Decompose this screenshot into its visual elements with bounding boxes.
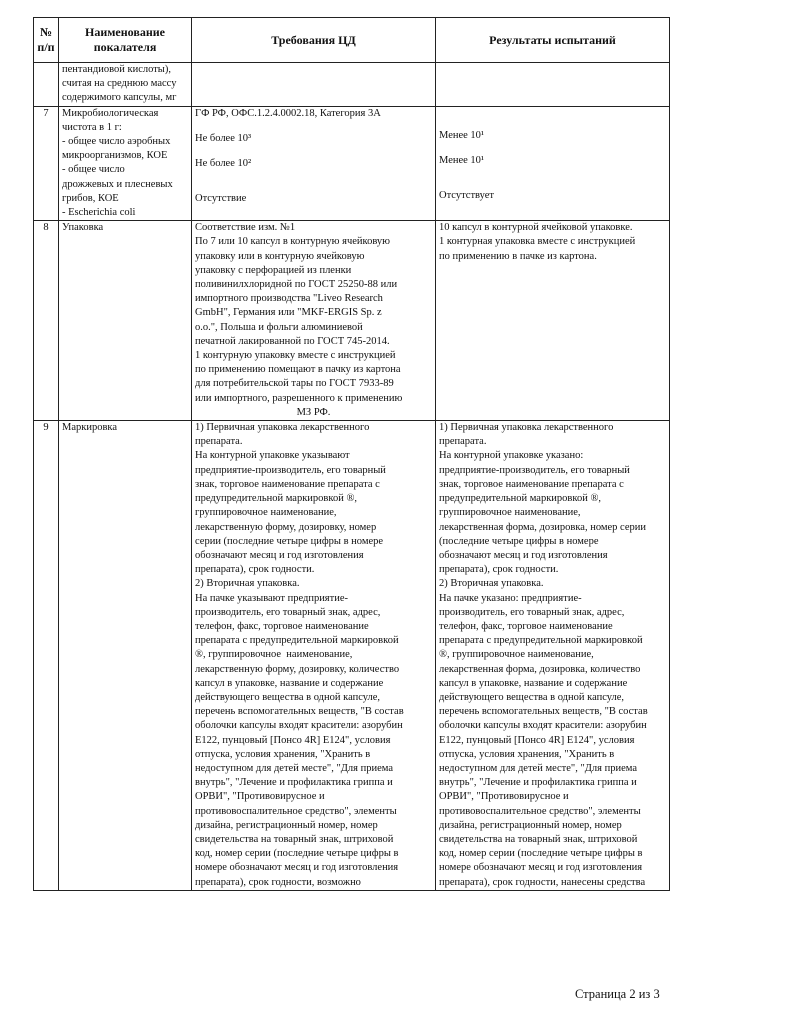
req-line: препарата. — [195, 436, 243, 448]
req-line: Не более 10³ — [195, 132, 252, 144]
res-line: (последние четыре цифры в номере — [439, 535, 599, 547]
cell-req-empty — [192, 63, 436, 107]
req-line: 2) Вторичная упаковка. — [195, 578, 300, 590]
req-line: лекарственную форму, дозировку, номер — [195, 521, 377, 533]
req-line: Отсутствие — [195, 193, 247, 205]
res-line: по применению в пачке из картона. — [439, 250, 597, 262]
req-line: по применению помещают в пачку из картона — [195, 364, 401, 376]
req-line: 1) Первичная упаковка лекарственного — [195, 422, 370, 434]
res-line: оболочки капсулы входят красители: азорубин — [439, 720, 647, 732]
res-line: 1) Первичная упаковка лекарственного — [439, 422, 614, 434]
req-line: На пачке указывают предприятие- — [195, 592, 349, 604]
req-line: для потребительской тары по ГОСТ 7933-89 — [195, 378, 394, 390]
req-line: По 7 или 10 капсул в контурную ячейковую — [195, 236, 391, 248]
req-line: упаковку или в контурную ячейковую — [195, 250, 365, 262]
table-row-8 — [34, 221, 670, 421]
table-row-7 — [34, 106, 670, 221]
req-line: действующего вещества в одной капсуле, — [195, 691, 381, 703]
req-line: обозначают месяц и год изготовления — [195, 549, 364, 561]
res-line: группировочное наименование, — [439, 507, 581, 519]
header-name: Наименование покалателя — [59, 18, 192, 63]
table-row-9 — [34, 421, 670, 891]
req-line: препарата с предупредительной маркировкой — [195, 635, 399, 647]
req-line: ГФ РФ, ОФС.1.2.4.0002.18, Категория 3А — [195, 107, 381, 119]
name-line: дрожжевых и плесневых — [62, 178, 173, 190]
row-number: 9 — [34, 421, 59, 891]
res-line: недоступном для детей месте", "Для приема — [439, 762, 637, 774]
res-line: телефон, факс, торговое наименование — [439, 620, 613, 632]
res-line: Менее 10¹ — [439, 129, 485, 141]
req-line: o.o.", Польша и фольги алюминиевой — [195, 321, 363, 333]
req-line: GmbH", Германия или "MKF-ERGIS Sp. z — [195, 307, 382, 319]
res-line: препарата. — [439, 436, 487, 448]
req-line: телефон, факс, торговое наименование — [195, 620, 369, 632]
res-line: препарата), срок годности, нанесены средства — [439, 876, 646, 888]
req-line: предприятие-производитель, его товарный — [195, 464, 386, 476]
row-number: 8 — [34, 221, 59, 421]
name-line: - общее число — [62, 164, 125, 176]
cell-name-microbiology — [59, 106, 192, 221]
cell-req-microbiology — [192, 106, 436, 221]
req-line: МЗ РФ. — [296, 406, 331, 418]
req-line: препарата), срок годности, возможно — [195, 876, 361, 888]
res-line: На контурной упаковке указано: — [439, 450, 584, 462]
res-line: знак, торговое наименование препарата с — [439, 478, 624, 490]
req-line: Соответствие изм. №1 — [195, 222, 296, 234]
req-line: E122, пунцовый [Понсо 4R] E124", условия — [195, 734, 391, 746]
cell-res-empty — [436, 63, 670, 107]
req-line: код, номер серии (последние четыре цифры в — [195, 848, 399, 860]
name-line: содержимого капсулы, мг — [62, 92, 177, 104]
header-results: Результаты испытаний — [436, 18, 670, 63]
req-line: На контурной упаковке указывают — [195, 450, 350, 462]
res-line: Отсутствует — [439, 190, 494, 202]
req-line: препарата), срок годности. — [195, 564, 315, 576]
req-line: отпуска, условия хранения, "Хранить в — [195, 748, 371, 760]
res-line: производитель, его товарный знак, адрес, — [439, 606, 625, 618]
res-line: предприятие-производитель, его товарный — [439, 464, 630, 476]
res-line: Менее 10¹ — [439, 154, 485, 166]
res-line: препарата с предупредительной маркировкой — [439, 635, 643, 647]
req-line: группировочное наименование, — [195, 507, 337, 519]
header-requirements: Требования ЦД — [192, 18, 436, 63]
req-line: капсул в упаковке, название и содержание — [195, 677, 384, 689]
res-line: 10 капсул в контурной ячейковой упаковке. — [439, 222, 633, 234]
req-line: противовоспалительное средство", элементы — [195, 805, 397, 817]
cell-name-continued — [59, 63, 192, 107]
cell-num-empty — [34, 63, 59, 107]
row-number: 7 — [34, 106, 59, 221]
req-line: ОРВИ", "Противовирусное и — [195, 791, 325, 803]
req-line: печатной лакированной по ГОСТ 745-2014. — [195, 335, 390, 347]
req-line: Не более 10² — [195, 158, 252, 170]
name-line: чистота в 1 г: — [62, 121, 122, 133]
req-line: серии (последние четыре цифры в номере — [195, 535, 384, 547]
res-line: E122, пунцовый [Понсо 4R] E124", условия — [439, 734, 635, 746]
table-header-row — [34, 18, 670, 63]
res-line: капсул в упаковке, название и содержание — [439, 677, 628, 689]
name-line: считая на среднюю массу — [62, 78, 177, 90]
req-line: предупредительной маркировкой ®, — [195, 493, 358, 505]
cell-res-marking — [436, 421, 670, 891]
res-line: предупредительной маркировкой ®, — [439, 493, 602, 505]
res-line: дизайна, регистрационный номер, номер — [439, 819, 622, 831]
res-line: отпуска, условия хранения, "Хранить в — [439, 748, 615, 760]
cell-res-packaging — [436, 221, 670, 421]
req-line: дизайна, регистрационный номер, номер — [195, 819, 378, 831]
res-line: код, номер серии (последние четыре цифры в — [439, 848, 643, 860]
res-line: 1 контурная упаковка вместе с инструкцией — [439, 236, 636, 248]
res-line: препарата), срок годности. — [439, 564, 559, 576]
req-line: внутрь", "Лечение и профилактика гриппа и — [195, 777, 393, 789]
test-results-table — [33, 17, 670, 891]
req-line: свидетельства на товарный знак, штриховой — [195, 833, 394, 845]
name-line: - Escherichia coli — [62, 207, 136, 219]
req-line: производитель, его товарный знак, адрес, — [195, 606, 381, 618]
req-line: или импортного, разрешенного к применению — [195, 392, 403, 404]
cell-req-packaging — [192, 221, 436, 421]
header-num: № п/п — [34, 18, 59, 63]
cell-res-microbiology — [436, 106, 670, 221]
res-line: ОРВИ", "Противовирусное и — [439, 791, 569, 803]
req-line: импортного производства "Liveo Research — [195, 293, 383, 305]
req-line: номере обозначают месяц и год изготовления — [195, 862, 399, 874]
page-number: Страница 2 из 3 — [575, 987, 660, 1001]
res-line: свидетельства на товарный знак, штриховой — [439, 833, 638, 845]
cell-req-marking — [192, 421, 436, 891]
cell-name-marking: Маркировка — [59, 421, 192, 891]
req-line: 1 контурную упаковку вместе с инструкцией — [195, 350, 396, 362]
res-line: 2) Вторичная упаковка. — [439, 578, 544, 590]
name-line: Микробиологическая — [62, 107, 159, 119]
table-row-continued — [34, 63, 670, 107]
res-line: перечень вспомогательных веществ, "В состав — [439, 706, 648, 718]
res-line: внутрь", "Лечение и профилактика гриппа и — [439, 777, 637, 789]
name-line: микроорганизмов, КОЕ — [62, 150, 168, 162]
req-line: ®, группировочное наименование, — [195, 649, 353, 661]
res-line: обозначают месяц и год изготовления — [439, 549, 608, 561]
res-line: противовоспалительное средство", элементы — [439, 805, 641, 817]
req-line: лекарственную форму, дозировку, количество — [195, 663, 400, 675]
cell-name-packaging: Упаковка — [59, 221, 192, 421]
res-line: На пачке указано: предприятие- — [439, 592, 582, 604]
req-line: упаковку с перфорацией из пленки — [195, 264, 352, 276]
req-line: недоступном для детей месте", "Для приема — [195, 762, 393, 774]
name-line: - общее число аэробных — [62, 136, 171, 148]
req-line: перечень вспомогательных веществ, "В состав — [195, 706, 404, 718]
req-line: знак, торговое наименование препарата с — [195, 478, 380, 490]
req-line: оболочки капсулы входят красители: азорубин — [195, 720, 403, 732]
res-line: лекарственная форма, дозировка, количество — [439, 663, 641, 675]
res-line: номере обозначают месяц и год изготовления — [439, 862, 643, 874]
name-line: грибов, КОЕ — [62, 192, 119, 204]
res-line: ®, группировочное наименование, — [439, 649, 594, 661]
res-line: лекарственная форма, дозировка, номер серии — [439, 521, 646, 533]
name-line: пентандиовой кислоты), — [62, 64, 171, 75]
res-line: действующего вещества в одной капсуле, — [439, 691, 625, 703]
req-line: поливинилхлоридной по ГОСТ 25250-88 или — [195, 279, 398, 291]
